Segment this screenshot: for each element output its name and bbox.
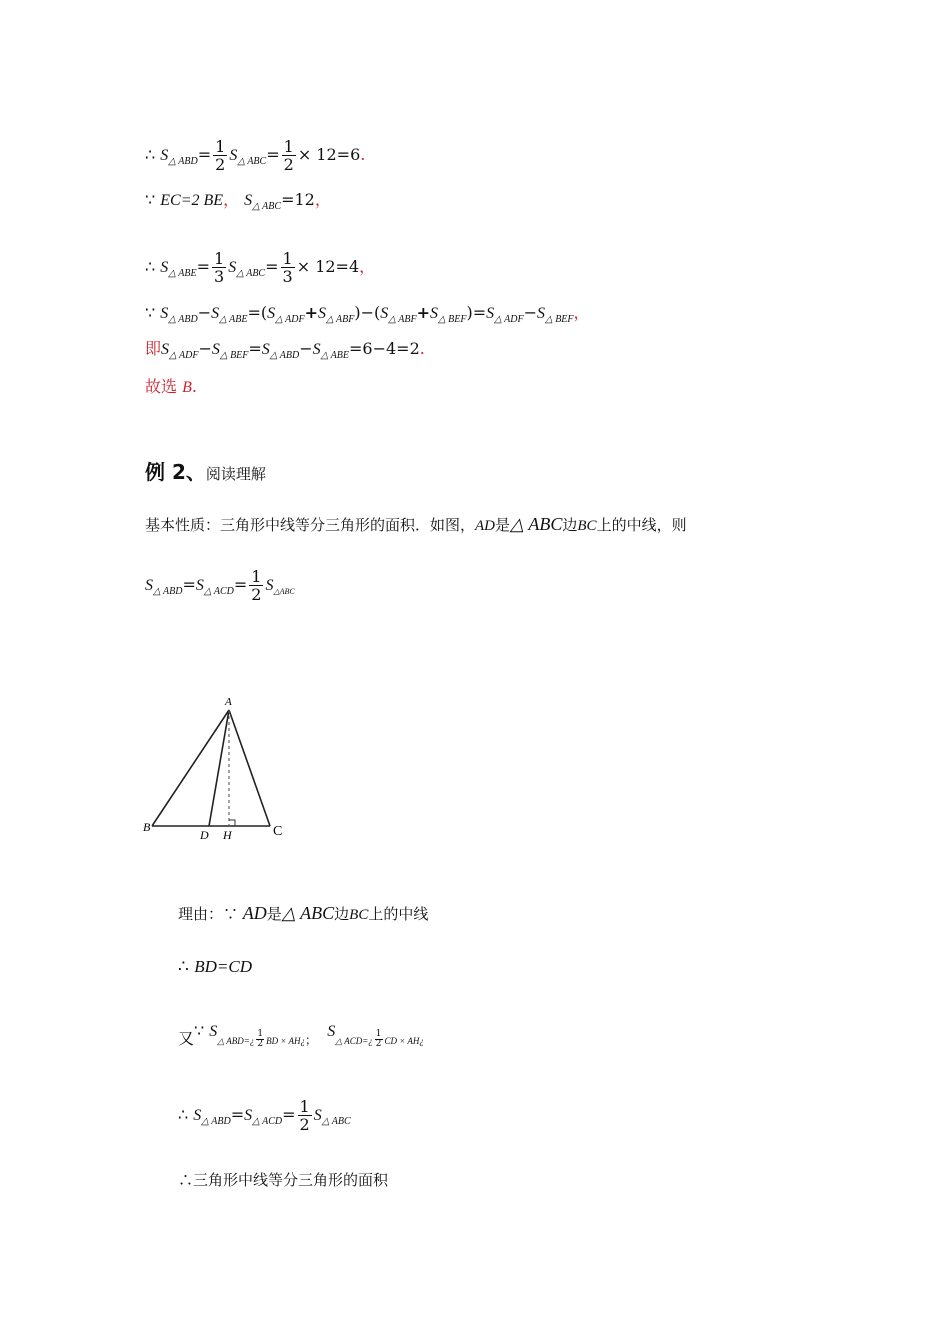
reason-text: 上的中线 [368, 905, 429, 923]
denominator: 2 [251, 585, 262, 604]
subscript: △ ADF [494, 314, 524, 325]
subscript: △ ABE [219, 314, 248, 325]
numerator: 1 [214, 249, 225, 268]
reason-text: 边 [334, 905, 350, 923]
also-word: 又 [178, 1029, 195, 1048]
area-symbol: S [195, 577, 204, 594]
side-ab [152, 710, 229, 826]
denominator: 3 [214, 267, 225, 286]
area-symbol: S [160, 305, 169, 322]
equals: = [196, 257, 211, 276]
numerator: 1 [375, 1029, 382, 1039]
denominator: 3 [282, 267, 293, 286]
property-description [145, 514, 687, 536]
subscript: △ ACD=¿ [335, 1036, 373, 1046]
area-symbol: S [244, 192, 253, 209]
numerator: 1 [257, 1029, 264, 1039]
area-symbol: S [327, 1023, 336, 1040]
subscript: △ ADF [169, 350, 199, 361]
example-subtitle: 阅读理解 [205, 465, 266, 483]
separator: ； [305, 1033, 318, 1047]
desc-text: 边 [562, 516, 578, 534]
period: . [419, 339, 425, 358]
label-a: A [225, 696, 232, 708]
subscript: △ ABE [168, 268, 197, 279]
area-symbol: S [313, 1107, 322, 1124]
numerator: 1 [251, 567, 262, 586]
namely-word: 即 [145, 339, 162, 358]
area-symbol: S [160, 259, 169, 276]
subscript: △ ABC [321, 1116, 351, 1127]
subscript: △ BEF [219, 350, 249, 361]
subscript: △ ADF [275, 314, 305, 325]
subscript: △ ABD=¿ [217, 1036, 255, 1046]
fraction-one-half [213, 138, 227, 173]
area-symbol: S [211, 305, 220, 322]
area-symbol: S [228, 259, 237, 276]
segment-bc: BC [349, 907, 369, 923]
subscript: CD × AH¿ [384, 1036, 424, 1046]
therefore-symbol: ∴ [178, 1105, 194, 1124]
reason-line-3 [178, 1016, 424, 1056]
subscript: △ ABD [168, 156, 198, 167]
subscript: △ BEF [545, 314, 574, 325]
fraction-one-half [375, 1030, 383, 1049]
reason-line-4: ∴ $S_{\triangle ABD}=S_{\triangle ACD}=$ $\frac{1}{2}$ $S_{\triangle ABC}$ [178, 1097, 351, 1134]
triangle-figure [140, 690, 300, 845]
value: =12 [281, 190, 315, 209]
area-symbol: S [317, 305, 326, 322]
label-c: C [273, 824, 283, 839]
conclusion-text: ∴三角形中线等分三角形的面积 [178, 1171, 389, 1189]
equals: = [266, 145, 280, 164]
subscript: △ ABE [320, 350, 349, 361]
comma: ， [359, 257, 376, 276]
subscript: △ ABC [252, 201, 282, 212]
segment-ad: AD [475, 518, 496, 534]
area-symbol: S [160, 147, 169, 164]
right-angle-mark [229, 820, 235, 826]
area-symbol: S [267, 305, 276, 322]
area-symbol: S [537, 305, 545, 322]
denominator: 2 [283, 155, 294, 174]
triangle-abc: △ ABC [281, 903, 335, 923]
fraction-one-half [256, 1030, 264, 1049]
area-symbol: S [312, 341, 321, 358]
denominator: 2 [375, 1039, 382, 1049]
equals: = [197, 145, 212, 164]
subscript: △ ABD [153, 586, 183, 597]
triangle-abc: △ ABC [510, 514, 563, 534]
subscript: △ ABD [201, 1116, 231, 1127]
side-ac [229, 710, 270, 826]
fraction-one-half [298, 1098, 312, 1133]
label-b: B [143, 820, 151, 834]
subscript: △ABC [273, 587, 295, 596]
reason-text: 是 [266, 905, 282, 923]
result: × 12=4 [296, 257, 360, 276]
denominator: 2 [215, 155, 226, 174]
answer-letter: B [182, 379, 192, 396]
subscript: △ ABD [168, 314, 198, 325]
subscript: BD × AH¿ [266, 1036, 305, 1046]
subscript: △ ABC [236, 268, 266, 279]
numerator: 1 [283, 137, 294, 156]
fraction-one-half [282, 138, 296, 173]
property-formula: $S_{\triangle ABD}=S_{\triangle ACD}=$ $\frac{1}{2}$ $S_{\triangle ABC}$ [145, 567, 295, 604]
therefore-symbol: ∴ [145, 145, 161, 164]
segment-ad: AD [242, 903, 267, 923]
reason-line-1 [178, 903, 428, 925]
comma: ， [314, 190, 331, 209]
area-symbol: S [429, 305, 438, 322]
fraction-one-half [249, 568, 263, 603]
subscript: △ BEF [437, 314, 467, 325]
period: . [360, 145, 366, 164]
reason-line-2 [178, 957, 252, 977]
area-symbol: S [209, 1023, 218, 1040]
result: × 12=6 [297, 145, 361, 164]
because-symbol: ∵ [194, 1021, 210, 1040]
area-symbol: S [193, 1107, 202, 1124]
area-symbol: S [486, 305, 495, 322]
comma: ， [573, 303, 590, 322]
therefore-symbol: ∴ [178, 957, 195, 977]
label-h: H [223, 828, 232, 842]
because-symbol: ∵ [145, 190, 161, 209]
answer-line [145, 377, 197, 398]
area-symbol: S [244, 1107, 253, 1124]
solution-line-3 [145, 250, 375, 285]
area-symbol: S [380, 305, 389, 322]
denominator: 2 [299, 1115, 310, 1134]
solution-line-1 [145, 138, 365, 173]
equals: = [265, 257, 279, 276]
example-heading [145, 462, 266, 484]
area-symbol: S [265, 577, 274, 594]
solution-line-2 [145, 190, 331, 217]
median-ad [209, 710, 229, 826]
subscript: △ ABF [388, 314, 417, 325]
segment-relation: EC=2 BE [160, 192, 224, 209]
subscript: △ ACD [252, 1116, 283, 1127]
segment-bc: BC [577, 518, 597, 534]
solution-line-5: 即$S_{\triangle ADF}-S_{\triangle BEF}=S_{\triangle ABD}-S_{\triangle ABE}=6-4=2$. [145, 339, 425, 361]
result: =6−4=2 [349, 339, 420, 358]
desc-text: 是 [495, 516, 511, 534]
because-symbol: ∵ [145, 303, 161, 322]
fraction-one-third [212, 250, 226, 285]
reason-prefix: 理由：∵ [178, 905, 243, 923]
segment-equality: BD=CD [194, 957, 252, 976]
area-symbol: S [145, 577, 153, 594]
solution-line-4: ∵ $S_{\triangle ABD}-S_{\triangle ABE}=(S_{\triangle ADF}+S_{\triangle ABF})-(S_{\triangle ABF}+S_{\triangle BEF})=S_{\triangle ADF}-S_{\triangle BEF}$， [145, 303, 590, 325]
answer-text: 故选 [145, 377, 183, 396]
numerator: 1 [299, 1097, 310, 1116]
example-title: 例 2、 [145, 460, 206, 484]
denominator: 2 [257, 1039, 264, 1049]
numerator: 1 [215, 137, 226, 156]
area-symbol: S [261, 341, 270, 358]
desc-text: 上的中线，则 [596, 516, 687, 534]
desc-text: 基本性质：三角形中线等分三角形的面积．如图， [145, 516, 476, 534]
therefore-symbol: ∴ [145, 257, 161, 276]
numerator: 1 [282, 249, 293, 268]
subscript: △ ABD [269, 350, 300, 361]
fraction-one-third [281, 250, 295, 285]
period: . [191, 377, 197, 396]
label-d: D [200, 828, 209, 842]
subscript: △ ABC [237, 156, 267, 167]
subscript: △ ACD [203, 586, 234, 597]
area-symbol: S [229, 147, 238, 164]
area-symbol: S [161, 341, 170, 358]
reason-line-5 [178, 1170, 388, 1190]
subscript: △ ABF [325, 314, 355, 325]
area-symbol: S [211, 341, 220, 358]
comma: ， [223, 190, 240, 209]
